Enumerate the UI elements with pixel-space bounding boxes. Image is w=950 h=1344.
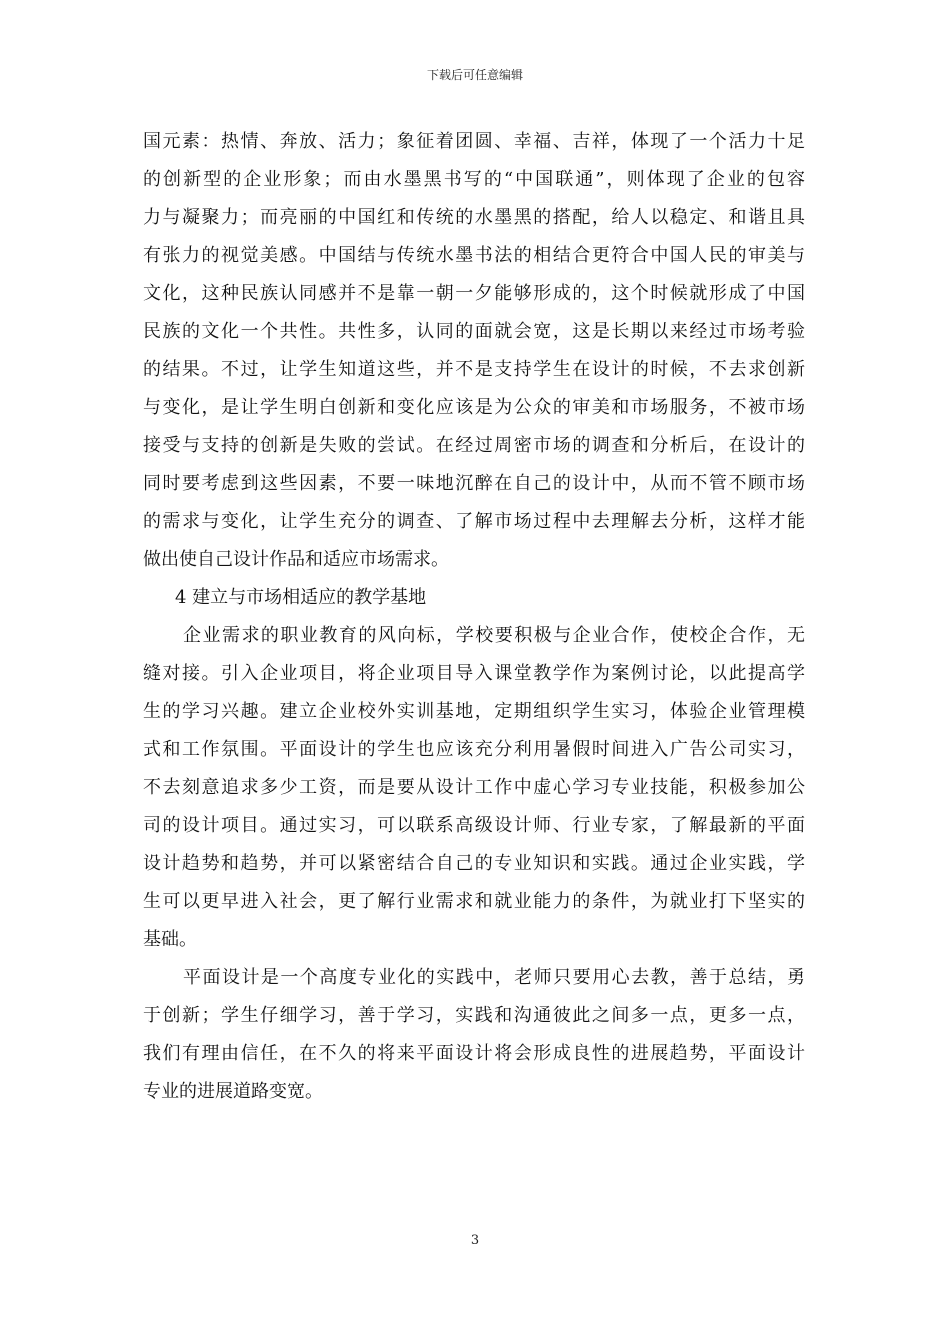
paragraph-line: 基础。 bbox=[143, 929, 197, 950]
paragraph-line: 的需求与变化，让学生充分的调查、了解市场过程中去理解去分析，这样才能 bbox=[143, 511, 805, 532]
page-number: 3 bbox=[470, 1233, 480, 1248]
paragraph-line: 生的学习兴趣。建立企业校外实训基地，定期组织学生实习，体验企业管理模 bbox=[143, 701, 805, 722]
paragraph-line: 有张力的视觉美感。中国结与传统水墨书法的相结合更符合中国人民的审美与 bbox=[143, 245, 805, 266]
paragraph-line: 设计趋势和趋势，并可以紧密结合自己的专业知识和实践。通过企业实践，学 bbox=[143, 853, 805, 874]
paragraph-line: 的创新型的企业形象；而由水墨黑书写的“中国联通”，则体现了企业的包容 bbox=[143, 169, 805, 190]
paragraph-line: 民族的文化一个共性。共性多，认同的面就会宽，这是长期以来经过市场考验 bbox=[143, 321, 805, 342]
paragraph-line: 不去刻意追求多少工资，而是要从设计工作中虚心学习专业技能，积极参加公 bbox=[143, 777, 805, 798]
paragraph-line: 同时要考虑到这些因素，不要一味地沉醉在自己的设计中，从而不管不顾市场 bbox=[143, 473, 805, 494]
paragraph-line: 生可以更早进入社会，更了解行业需求和就业能力的条件，为就业打下坚实的 bbox=[143, 891, 805, 912]
paragraph-line: 力与凝聚力；而亮丽的中国红和传统的水墨黑的搭配，给人以稳定、和谐且具 bbox=[143, 207, 805, 228]
document-body bbox=[143, 123, 805, 1111]
paragraph-line: 国元素：热情、奔放、活力；象征着团圆、幸福、吉祥，体现了一个活力十足 bbox=[143, 131, 805, 152]
paragraph-line: 与变化，是让学生明白创新和变化应该是为公众的审美和市场服务，不被市场 bbox=[143, 397, 805, 418]
paragraph-line: 文化，这种民族认同感并不是靠一朝一夕能够形成的，这个时候就形成了中国 bbox=[143, 283, 805, 304]
paragraph-line: 缝对接。引入企业项目，将企业项目导入课堂教学作为案例讨论，以此提高学 bbox=[143, 663, 805, 684]
section-heading: 4 建立与市场相适应的教学基地 bbox=[175, 587, 427, 608]
paragraph-line: 式和工作氛围。平面设计的学生也应该充分利用暑假时间进入广告公司实习， bbox=[143, 739, 805, 760]
paragraph-line: 接受与支持的创新是失败的尝试。在经过周密市场的调查和分析后，在设计的 bbox=[143, 435, 805, 456]
paragraph-line: 做出使自己设计作品和适应市场需求。 bbox=[143, 549, 449, 570]
paragraph-line: 企业需求的职业教育的风向标，学校要积极与企业合作，使校企合作，无 bbox=[183, 625, 805, 646]
paragraph-line: 的结果。不过，让学生知道这些，并不是支持学生在设计的时候，不去求创新 bbox=[143, 359, 805, 380]
paragraph-line: 我们有理由信任，在不久的将来平面设计将会形成良性的进展趋势，平面设计 bbox=[143, 1043, 805, 1064]
paragraph-line: 于创新；学生仔细学习，善于学习，实践和沟通彼此之间多一点，更多一点， bbox=[143, 1005, 805, 1026]
paragraph-line: 专业的进展道路变宽。 bbox=[143, 1081, 323, 1102]
paragraph-line: 司的设计项目。通过实习，可以联系高级设计师、行业专家，了解最新的平面 bbox=[143, 815, 805, 836]
page-header: 下载后可任意编辑 bbox=[426, 68, 523, 82]
paragraph-line: 平面设计是一个高度专业化的实践中，老师只要用心去教，善于总结，勇 bbox=[183, 967, 805, 988]
